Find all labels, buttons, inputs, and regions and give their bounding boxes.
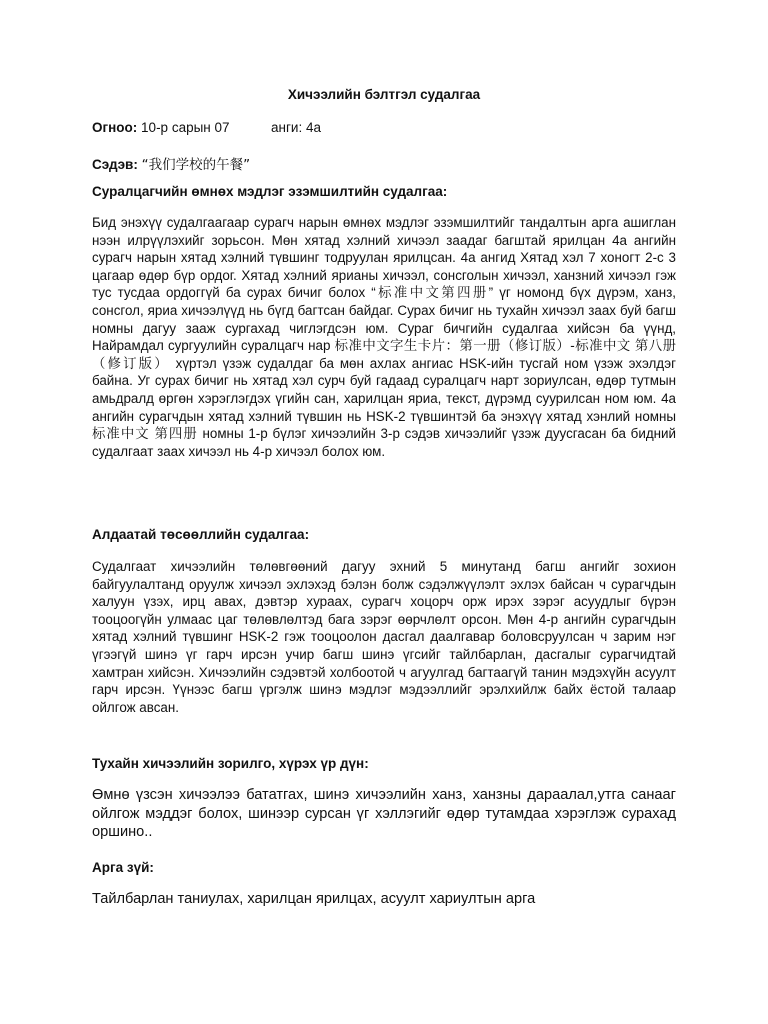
topic-line bbox=[92, 153, 250, 173]
class-label: анги: bbox=[271, 120, 303, 135]
document-title: Хичээлийн бэлтгэл судалгаа bbox=[287, 87, 481, 102]
date-value: 10-р сарын 07 bbox=[141, 120, 230, 135]
date-label: Огноо: bbox=[92, 120, 138, 135]
section-prior-knowledge-body: Бид энэхүү судалгаагаар сурагч нарын өмнөх мэдлэг эзэмшилтийг тандалтын арга ашиглан нээн илрүүлэхийг зорьсон. Мөн хятад хэлний хичээл заадаг багштай ярилцан 4а ангийн сурагч нарын хятад хэлний түвшинг тодруулан ярилцсан. 4а ангид Хятад хэл 7 хоногт 2-с 3 цагаар өдөр бүр ордог. Хятад хэлний ярианы хичээл, сонсголын хичээл, ханзний хичээл гэж тус тусдаа ордоггүй ба сурах бичиг болох “标准中文第四册” үг номонд бүх дүрэм, ханз, сонсгол, яриа хичээлүүд нь бүгд багтсан байдаг. Сурах бичиг нь тухайн хичээл заах буй багш номны дагуу зааж сургахад чиглэгдсэн юм. Сураг бичгийн судалгаа хийсэн ба үүнд, Найрамдал сургуулийн суралцагч нар 标准中文字生卡片：第一册（修订版）-标准中文 第八册（修订版） хүртэл үзэж судалдаг ба мөн ахлах ангиас HSK-ийн тусгай ном үзэж эхэлдэг байна. Уг сурах бичиг нь хятад хэл сурч буй гадаад суралцагч нарт зориулсан, өдөр тутмын амьдралд өргөн хэрэглэгдэх үгийн сан, харилцан яриа, текст, дүрэмд суурилсан ном юм. 4а ангийн сурагчдын хятад хэлний түвшин нь HSK-2 түвшинтэй ба энэхүү хятад хэнлий номны 标准中文 第四册 номны 1-р бүлэг хичээлийн 3-р сэдэв хичээлийг үзэж дуусгасан ба бидний судалгаат заах хичээл нь 4-р хичээл болох юм. bbox=[92, 215, 676, 459]
topic-value: “我们学校的午餐” bbox=[141, 157, 251, 173]
section-methods-heading: Арга зүй: bbox=[92, 860, 154, 875]
section-misconceptions-heading: Алдаатай төсөөллийн судалгаа: bbox=[92, 527, 310, 542]
section-goals-body: Өмнө үзсэн хичээлээ бататгах, шинэ хичээлийн ханз, ханзны дараалал,утга санааг ойлгож мэддэг болох, шинээр сурсан үг хэллэгийг өдөр тутамдаа хэрэглэж сурахад оршино.. bbox=[92, 787, 676, 840]
section-goals-heading: Тухайн хичээлийн зорилго, хүрэх үр дүн: bbox=[92, 756, 369, 771]
section-methods-body: Тайлбарлан таниулах, харилцан ярилцах, асуулт хариултын арга bbox=[92, 891, 536, 907]
section-prior-knowledge-heading: Суралцагчийн өмнөх мэдлэг эзэмшилтийн судалгаа: bbox=[92, 184, 448, 199]
topic-label: Сэдэв: bbox=[92, 157, 138, 172]
class-value: 4а bbox=[306, 120, 322, 135]
date-line bbox=[92, 120, 321, 135]
section-misconceptions-body: Судалгаат хичээлийн төлөвгөөний дагуу эхний 5 минутанд багш ангийг зохион байгуулалтанд оруулж хичээл эхлэхэд бэлэн болж сэдэлжүүлэлт эхлэх байсан ч сурагчдын халуун үзэх, ирц авах, дэвтэр хураах, сурагч хоцорч орж ирэх зэрэг асуудлыг бүрэн тооцоогүйн улмаас цаг төлөвлөлтэд бага зэрэг өөрчлөлт орсон. Мөн 4-р ангийн сурагчдын хятад хэлний түвшинг HSK-2 гэж тооцоолон дасгал даалгавар боловсруулсан ч зарим нэг үгээгүй шинэ үг гарч ирсэн учир багш шинэ үгсийг тайлбарлан, дасгалыг сурагчидтай хамтран хийсэн. Хичээлийн сэдэвтэй холбоотой ч агуулгад багтаагүй танин мэдэхүйн асуулт гарч ирсэн. Үүнээс багш үргэлж шинэ мэдлэг мэдээллийг эрэлхийлж байх ёстой талаар ойлгож авсан. bbox=[92, 559, 676, 715]
